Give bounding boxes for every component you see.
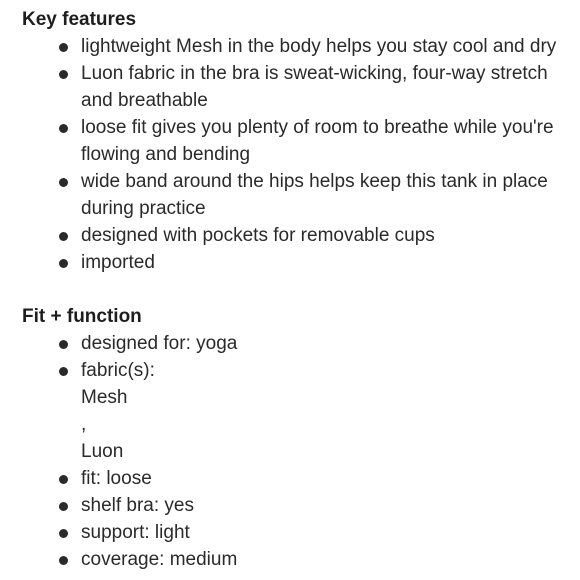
- key-features-heading: Key features: [22, 9, 137, 30]
- fit-function-heading: Fit + function: [22, 306, 142, 327]
- list-item: lightweight Mesh in the body helps you stay cool and dry: [81, 33, 562, 60]
- key-features-list: [22, 33, 562, 276]
- list-item-shelf-bra: shelf bra: yes: [81, 492, 562, 519]
- product-details: [22, 6, 562, 573]
- list-item-support: support: light: [81, 519, 562, 546]
- list-item-designed-for: designed for: yoga: [81, 330, 562, 357]
- fit-function-list: [22, 330, 562, 573]
- fabric-luon: Luon: [81, 441, 124, 462]
- list-item: wide band around the hips helps keep this tank in place during practice: [81, 168, 562, 222]
- list-item: Luon fabric in the bra is sweat-wicking, four-way stretch and breathable: [81, 60, 562, 114]
- fabrics-label: fabric(s):: [81, 360, 155, 381]
- section-spacer: [22, 276, 562, 303]
- list-item-coverage: coverage: medium: [81, 546, 562, 573]
- list-item-fabrics: [81, 357, 562, 465]
- list-item: designed with pockets for removable cups: [81, 222, 562, 249]
- fabric-separator: ,: [81, 414, 87, 435]
- fabric-mesh: Mesh: [81, 387, 128, 408]
- list-item: imported: [81, 249, 562, 276]
- list-item: loose fit gives you plenty of room to breathe while you're flowing and bending: [81, 114, 562, 168]
- list-item-fit: fit: loose: [81, 465, 562, 492]
